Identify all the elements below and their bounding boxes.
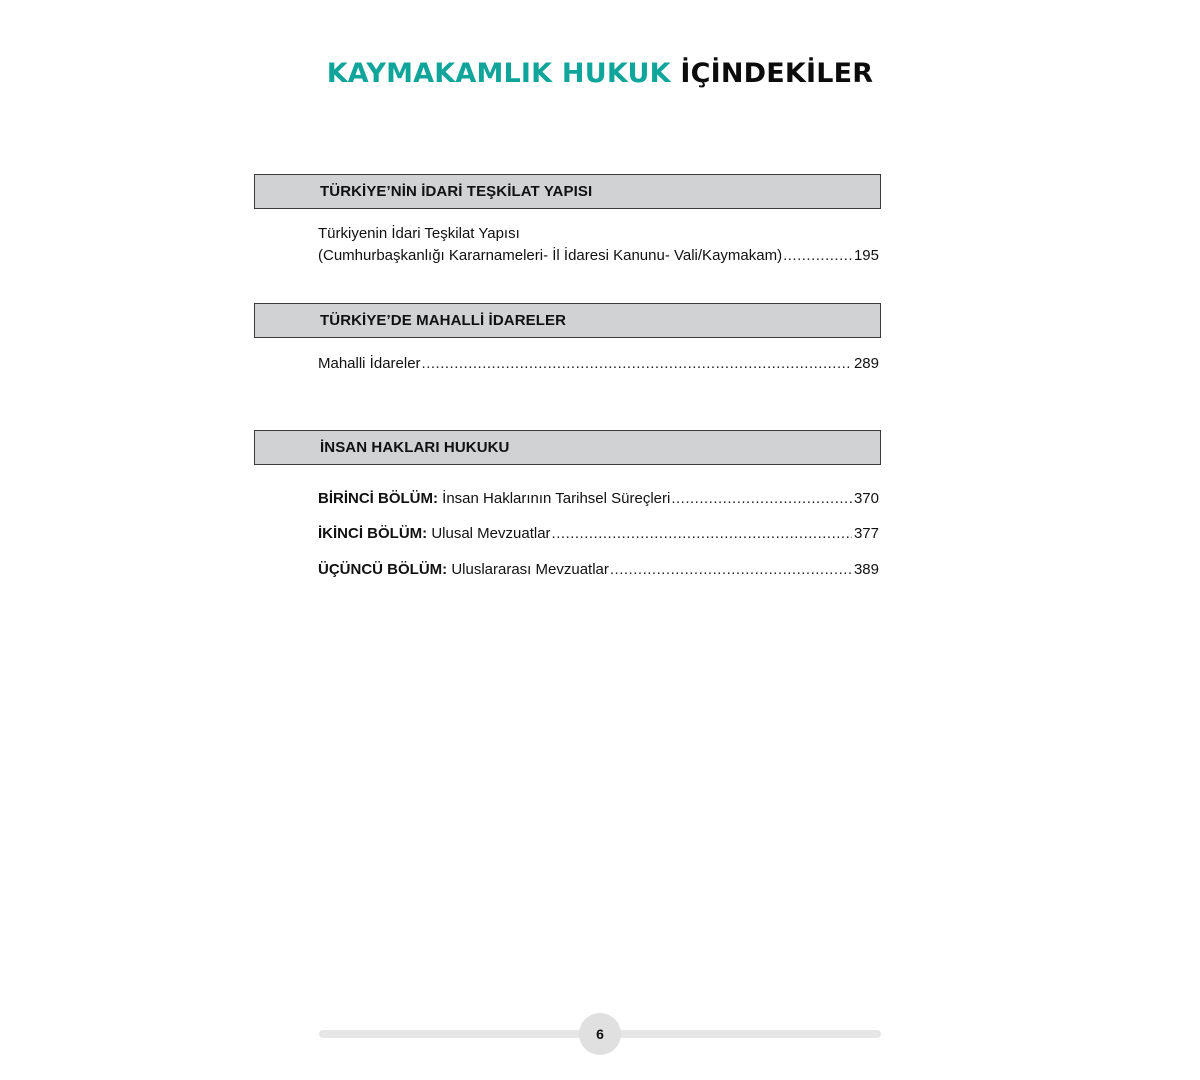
toc-entry-label: Mahalli İdareler — [318, 355, 421, 372]
dot-leader — [671, 488, 852, 510]
toc-entry-label — [318, 488, 670, 510]
toc-entry[interactable] — [318, 223, 879, 267]
chapter-title: Uluslararası Mevzuatlar — [451, 561, 609, 578]
dot-leader — [422, 353, 852, 375]
toc-page-number: 370 — [853, 490, 879, 507]
dot-leader — [783, 245, 852, 267]
section-title: TÜRKİYE’NİN İDARİ TEŞKİLAT YAPISI — [320, 183, 593, 200]
toc-entry-label: (Cumhurbaşkanlığı Kararnameleri- İl İdaresi Kanunu- Vali/Kaymakam) — [318, 247, 783, 264]
title-accent: KAYMAKAMLIK HUKUK — [326, 58, 671, 89]
toc-entry[interactable] — [318, 488, 879, 510]
chapter-title: İnsan Haklarının Tarihsel Süreçleri — [442, 490, 671, 507]
toc-page-number: 389 — [853, 561, 879, 578]
section-header-idari-teskilat — [254, 174, 881, 209]
toc-page-number: 289 — [853, 355, 879, 372]
chapter-number: İKİNCİ BÖLÜM: — [318, 525, 428, 542]
section-header-insan-haklari — [254, 430, 881, 465]
dot-leader — [552, 523, 852, 545]
toc-page-number: 377 — [853, 525, 879, 542]
section-title: İNSAN HAKLARI HUKUKU — [320, 439, 510, 456]
dot-leader — [610, 559, 852, 581]
chapter-title: Ulusal Mevzuatlar — [431, 525, 551, 542]
section-header-mahalli-idareler — [254, 303, 881, 338]
chapter-number: BİRİNCİ BÖLÜM: — [318, 490, 438, 507]
page-title — [0, 58, 1200, 89]
chapter-number: ÜÇÜNCÜ BÖLÜM: — [318, 561, 448, 578]
page-number-badge: 6 — [579, 1013, 621, 1055]
toc-page-number: 195 — [853, 247, 879, 264]
toc-entry[interactable] — [318, 523, 879, 545]
toc-entry-label — [318, 559, 609, 581]
toc-entry[interactable] — [318, 353, 879, 375]
section-title: TÜRKİYE’DE MAHALLİ İDARELER — [320, 312, 567, 329]
toc-entry-label — [318, 523, 551, 545]
toc-entry-label: Türkiyenin İdari Teşkilat Yapısı — [318, 225, 520, 242]
title-main: İÇİNDEKİLER — [680, 58, 874, 89]
toc-entry[interactable] — [318, 559, 879, 581]
